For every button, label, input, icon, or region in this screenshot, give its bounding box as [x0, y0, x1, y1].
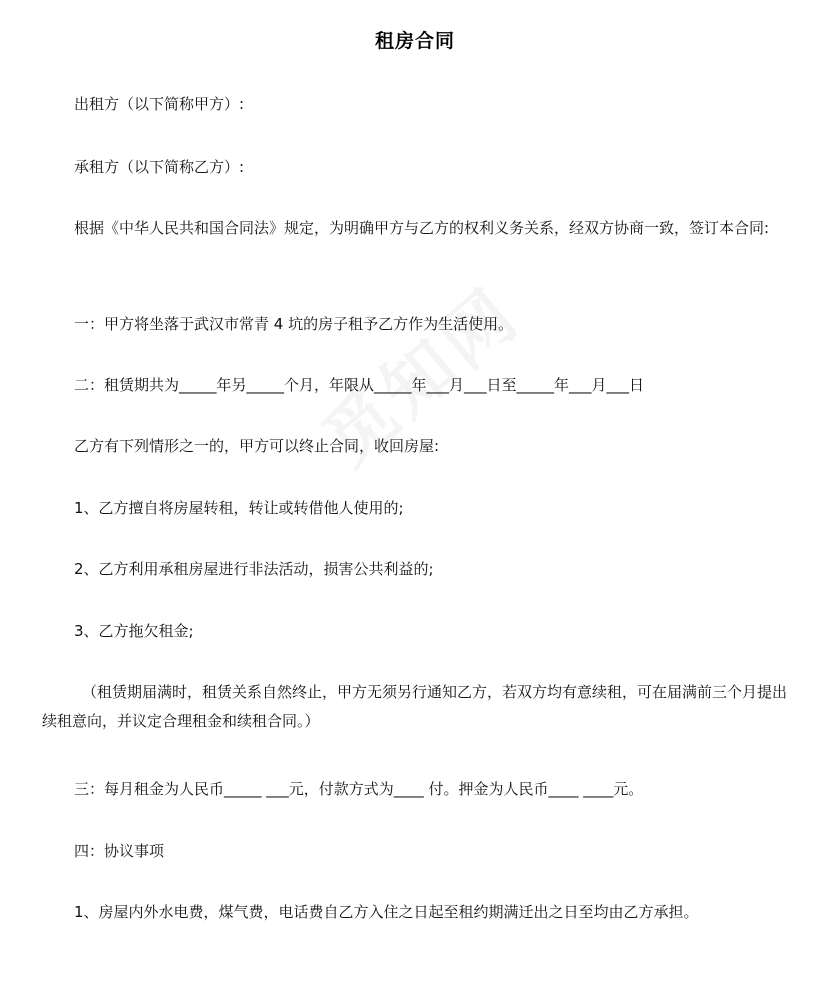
termination-item-3: 3、乙方拖欠租金; — [74, 622, 194, 640]
termination-item-1: 1、乙方擅自将房屋转租，转让或转借他人使用的; — [74, 499, 404, 517]
clause-one: 一：甲方将坐落于武汉市常青 4 坑的房子租予乙方作为生活使用。 — [74, 315, 514, 333]
document-title: 租房合同 — [374, 30, 455, 52]
preamble-paragraph: 根据《中华人民共和国合同法》规定，为明确甲方与乙方的权利义务关系，经双方协商一致，签订本合同: — [74, 219, 770, 237]
clause-two: 二：租赁期共为_____年另_____个月，年限从_____年___月___日至_____年___月___日 — [74, 376, 645, 394]
termination-item-2: 2、乙方利用承租房屋进行非法活动，损害公共利益的; — [74, 560, 434, 578]
party-a-line: 出租方（以下简称甲方）: — [74, 95, 245, 113]
termination-intro: 乙方有下列情形之一的，甲方可以终止合同，收回房屋: — [74, 437, 440, 455]
renewal-note: （租赁期届满时，租赁关系自然终止，甲方无须另行通知乙方，若双方均有意续租，可在届满前三个月提出续租意向，并议定合理租金和续租合同。） — [42, 683, 788, 730]
clause-three: 三：每月租金为人民币_____ ___元，付款方式为____ 付。押金为人民币____ ____元。 — [74, 780, 644, 798]
clause-four: 四：协议事项 — [74, 842, 165, 860]
party-b-line: 承租方（以下简称乙方）: — [74, 158, 245, 176]
clause-four-item-1: 1、房屋内外水电费，煤气费，电话费自乙方入住之日起至租约期满迁出之日至均由乙方承担。 — [74, 903, 699, 921]
